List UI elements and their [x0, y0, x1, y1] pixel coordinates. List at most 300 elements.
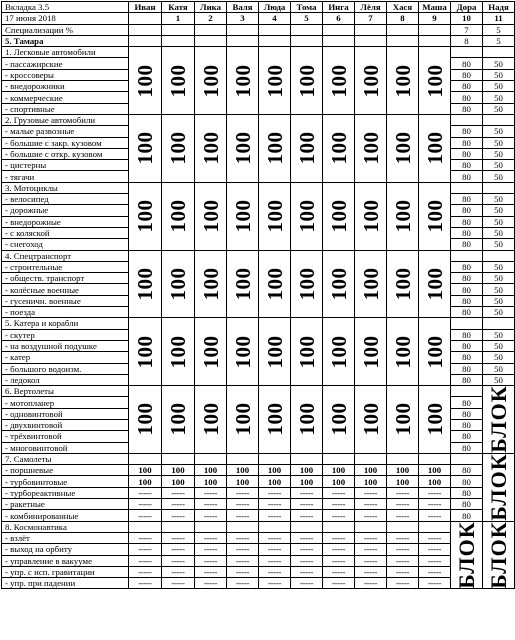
value-cell: 100: [259, 465, 291, 476]
category-title: 3. Мотоциклы: [2, 182, 129, 193]
category-item: - комбинированные: [2, 510, 129, 521]
full-value-cell: [355, 250, 387, 318]
full-value-cell-text: 100: [262, 131, 287, 165]
dora-value: 80: [451, 92, 483, 103]
full-value-cell: [323, 250, 355, 318]
full-value-cell-text: 100: [422, 267, 447, 301]
full-value-cell: [129, 182, 162, 250]
full-value-cell-text: 100: [326, 267, 351, 301]
dash-cell: -----: [195, 555, 227, 566]
category-item: - гусеничн. военные: [2, 295, 129, 306]
dora-value: 80: [451, 273, 483, 284]
full-value-cell: [195, 114, 227, 182]
empty-cell: [451, 182, 483, 193]
full-value-cell-text: 100: [133, 131, 157, 165]
dash-cell: -----: [259, 499, 291, 510]
blok-cell-text: БЛОК: [485, 385, 511, 454]
full-value-cell: [259, 250, 291, 318]
value-cell: 100: [227, 465, 259, 476]
category-title-row: [2, 114, 515, 125]
blok-cell: [451, 521, 483, 589]
nadya-value: 50: [483, 363, 515, 374]
full-value-cell: [387, 182, 419, 250]
full-value-cell: [291, 182, 323, 250]
spec-cell: [355, 24, 387, 35]
full-value-cell-text: 100: [358, 267, 383, 301]
dora-value: 80: [451, 397, 483, 408]
full-value-cell: [162, 182, 195, 250]
category-title: 1. Легковые автомобили: [2, 47, 129, 58]
full-value-cell-text: 100: [294, 267, 319, 301]
spec-cell: [195, 24, 227, 35]
dash-cell: -----: [162, 532, 195, 543]
person-name: Дора: [451, 2, 483, 13]
full-value-cell-text: 100: [166, 267, 190, 301]
full-value-cell-text: 100: [198, 199, 223, 233]
dash-cell: -----: [259, 510, 291, 521]
person-number: [129, 13, 162, 24]
dora-value: 80: [451, 205, 483, 216]
full-value-cell: [323, 318, 355, 386]
value-cell: 100: [419, 476, 451, 487]
full-value-cell-text: 100: [198, 267, 223, 301]
dash-cell: -----: [355, 532, 387, 543]
dash-cell: -----: [355, 578, 387, 589]
dash-cell: -----: [323, 578, 355, 589]
category-item-row: [2, 578, 515, 589]
tamara-cell: [227, 35, 259, 46]
full-value-cell-text: 100: [326, 402, 351, 436]
dash-cell: -----: [129, 532, 162, 543]
value-cell: 100: [162, 476, 195, 487]
person-name: Иван: [129, 2, 162, 13]
person-name: Люда: [259, 2, 291, 13]
category-title-row: [2, 453, 515, 464]
empty-cell: [483, 318, 515, 329]
dora-value: 80: [451, 352, 483, 363]
empty-cell: [483, 114, 515, 125]
dash-cell: -----: [387, 578, 419, 589]
full-value-cell-text: 100: [166, 335, 190, 369]
category-item: - ракетные: [2, 499, 129, 510]
category-title-row: [2, 47, 515, 58]
full-value-cell: [355, 47, 387, 115]
empty-cell: [483, 47, 515, 58]
header-row-numbers: [2, 13, 515, 24]
dash-cell: -----: [259, 544, 291, 555]
category-item: - упр. с исп. гравитации: [2, 566, 129, 577]
nadya-value: 50: [483, 352, 515, 363]
full-value-cell-text: 100: [358, 335, 383, 369]
person-name: Маша: [419, 2, 451, 13]
full-value-cell: [195, 318, 227, 386]
dash-cell: -----: [355, 510, 387, 521]
empty-cell: [323, 521, 355, 532]
dash-cell: -----: [162, 566, 195, 577]
full-value-cell: [419, 182, 451, 250]
full-value-cell-text: 100: [166, 64, 190, 98]
full-value-cell: [227, 47, 259, 115]
full-value-cell: [355, 182, 387, 250]
full-value-cell-text: 100: [262, 402, 287, 436]
category-item: - велосипед: [2, 194, 129, 205]
value-cell: 100: [129, 476, 162, 487]
tamara-cell: 5: [483, 35, 515, 46]
category-item: - управление в вакууме: [2, 555, 129, 566]
category-item: - строительные: [2, 261, 129, 272]
tamara-cell: [291, 35, 323, 46]
full-value-cell: [387, 114, 419, 182]
dash-cell: -----: [387, 555, 419, 566]
category-title: 7. Самолеты: [2, 453, 129, 464]
full-value-cell: [355, 386, 387, 454]
dora-value: 80: [451, 194, 483, 205]
dash-cell: -----: [323, 532, 355, 543]
dora-value: 80: [451, 307, 483, 318]
category-item: - пассажирские: [2, 58, 129, 69]
empty-cell: [162, 453, 195, 464]
dash-cell: -----: [227, 532, 259, 543]
category-item: - обществ. транспорт: [2, 273, 129, 284]
full-value-cell: [162, 114, 195, 182]
spec-cell: [259, 24, 291, 35]
dora-value: 80: [451, 487, 483, 498]
dash-cell: -----: [323, 566, 355, 577]
dash-cell: -----: [129, 499, 162, 510]
dash-cell: -----: [227, 555, 259, 566]
value-cell: 100: [355, 476, 387, 487]
empty-cell: [451, 318, 483, 329]
full-value-cell: [259, 114, 291, 182]
specialization-table: [1, 1, 515, 589]
dash-cell: -----: [129, 487, 162, 498]
dash-cell: -----: [291, 566, 323, 577]
full-value-cell-text: 100: [133, 199, 157, 233]
value-cell: 100: [323, 465, 355, 476]
dash-cell: -----: [227, 544, 259, 555]
dash-cell: -----: [195, 510, 227, 521]
category-item: - большого водоизм.: [2, 363, 129, 374]
full-value-cell-text: 100: [133, 402, 157, 436]
category-item-row: [2, 499, 515, 510]
nadya-value: 50: [483, 92, 515, 103]
full-value-cell-text: 100: [294, 64, 319, 98]
category-title: 8. Космонавтика: [2, 521, 129, 532]
value-cell: 100: [291, 465, 323, 476]
dash-cell: -----: [195, 499, 227, 510]
person-number: 6: [323, 13, 355, 24]
full-value-cell-text: 100: [166, 131, 190, 165]
category-item-row: [2, 465, 515, 476]
empty-cell: [355, 521, 387, 532]
full-value-cell-text: 100: [230, 64, 255, 98]
spec-label: Специализации %: [2, 24, 129, 35]
dash-cell: -----: [162, 499, 195, 510]
person-name: Хася: [387, 2, 419, 13]
full-value-cell: [323, 386, 355, 454]
full-value-cell-text: 100: [294, 402, 319, 436]
full-value-cell: [291, 47, 323, 115]
empty-cell: [451, 386, 483, 397]
dash-cell: -----: [419, 499, 451, 510]
person-number: 7: [355, 13, 387, 24]
full-value-cell-text: 100: [262, 267, 287, 301]
dora-value: 80: [451, 476, 483, 487]
value-cell: 100: [323, 476, 355, 487]
dash-cell: -----: [129, 566, 162, 577]
person-name: Надя: [483, 2, 515, 13]
person-number: 5: [291, 13, 323, 24]
blok-cell-text: БЛОК: [485, 521, 511, 589]
nadya-value: 50: [483, 227, 515, 238]
category-item: - большие с закр. кузовом: [2, 137, 129, 148]
category-item: - дорожные: [2, 205, 129, 216]
dash-cell: -----: [355, 499, 387, 510]
dash-cell: -----: [195, 544, 227, 555]
category-item: - тягачи: [2, 171, 129, 182]
dora-value: 80: [451, 374, 483, 385]
empty-cell: [195, 453, 227, 464]
dora-value: 80: [451, 137, 483, 148]
dash-cell: -----: [355, 555, 387, 566]
blok-cell-text: БЛОК: [485, 453, 511, 521]
value-cell: 100: [291, 476, 323, 487]
dash-cell: -----: [162, 578, 195, 589]
nadya-value: 50: [483, 194, 515, 205]
person-number: 9: [419, 13, 451, 24]
full-value-cell-text: 100: [198, 402, 223, 436]
nadya-value: 50: [483, 261, 515, 272]
blok-cell: [483, 521, 515, 589]
category-item: - одновинтовой: [2, 408, 129, 419]
dash-cell: -----: [387, 532, 419, 543]
full-value-cell-text: 100: [422, 199, 447, 233]
dora-value: 80: [451, 148, 483, 159]
dash-cell: -----: [291, 578, 323, 589]
value-cell: 100: [259, 476, 291, 487]
value-cell: 100: [195, 476, 227, 487]
nadya-value: 50: [483, 216, 515, 227]
dash-cell: -----: [291, 510, 323, 521]
category-item: - мотопланер: [2, 397, 129, 408]
dora-value: 80: [451, 227, 483, 238]
nadya-value: 50: [483, 239, 515, 250]
dash-cell: -----: [387, 510, 419, 521]
full-value-cell: [419, 114, 451, 182]
empty-cell: [451, 250, 483, 261]
empty-cell: [451, 47, 483, 58]
dash-cell: -----: [387, 544, 419, 555]
full-value-cell-text: 100: [422, 402, 447, 436]
full-value-cell: [227, 250, 259, 318]
dash-cell: -----: [419, 566, 451, 577]
full-value-cell-text: 100: [294, 199, 319, 233]
spec-cell: [387, 24, 419, 35]
nadya-value: 50: [483, 137, 515, 148]
tamara-cell: [129, 35, 162, 46]
empty-cell: [355, 453, 387, 464]
full-value-cell: [129, 250, 162, 318]
tamara-cell: [387, 35, 419, 46]
dash-cell: -----: [227, 566, 259, 577]
full-value-cell: [259, 47, 291, 115]
dora-value: 80: [451, 69, 483, 80]
person-name: Лика: [195, 2, 227, 13]
person-number: 4: [259, 13, 291, 24]
person-number: 1: [162, 13, 195, 24]
person-number: 11: [483, 13, 515, 24]
full-value-cell-text: 100: [390, 402, 415, 436]
full-value-cell: [259, 386, 291, 454]
empty-cell: [162, 521, 195, 532]
tamara-cell: 8: [451, 35, 483, 46]
full-value-cell-text: 100: [166, 402, 190, 436]
value-cell: 100: [355, 465, 387, 476]
empty-cell: [483, 250, 515, 261]
category-title-row: [2, 386, 515, 397]
category-item: - взлёт: [2, 532, 129, 543]
dash-cell: -----: [419, 544, 451, 555]
category-item: - поршневые: [2, 465, 129, 476]
full-value-cell-text: 100: [390, 199, 415, 233]
dash-cell: -----: [355, 544, 387, 555]
dash-cell: -----: [419, 532, 451, 543]
dash-cell: -----: [323, 544, 355, 555]
category-item: - многовинтовой: [2, 442, 129, 453]
spec-cell: [419, 24, 451, 35]
dora-value: 80: [451, 261, 483, 272]
full-value-cell-text: 100: [390, 131, 415, 165]
tab-label: Вкладка 3.5: [2, 2, 129, 13]
person-number: 2: [195, 13, 227, 24]
dash-cell: -----: [323, 487, 355, 498]
spec-row: [2, 24, 515, 35]
category-item: - катер: [2, 352, 129, 363]
blok-cell: [483, 453, 515, 521]
category-item-row: [2, 544, 515, 555]
full-value-cell-text: 100: [358, 199, 383, 233]
dora-value: 80: [451, 216, 483, 227]
nadya-value: 50: [483, 171, 515, 182]
dash-cell: -----: [162, 555, 195, 566]
full-value-cell-text: 100: [358, 402, 383, 436]
category-item: - трёхвинтовой: [2, 431, 129, 442]
dash-cell: -----: [291, 555, 323, 566]
full-value-cell-text: 100: [390, 267, 415, 301]
person-number: 8: [387, 13, 419, 24]
dash-cell: -----: [291, 544, 323, 555]
spec-cell: [227, 24, 259, 35]
value-cell: 100: [387, 465, 419, 476]
date-label: 17 июня 2018: [2, 13, 129, 24]
full-value-cell-text: 100: [358, 131, 383, 165]
dash-cell: -----: [323, 510, 355, 521]
person-name: Валя: [227, 2, 259, 13]
nadya-value: 50: [483, 58, 515, 69]
value-cell: 100: [387, 476, 419, 487]
dash-cell: -----: [195, 532, 227, 543]
full-value-cell: [129, 318, 162, 386]
category-item-row: [2, 555, 515, 566]
dora-value: 80: [451, 510, 483, 521]
dora-value: 80: [451, 431, 483, 442]
full-value-cell: [419, 47, 451, 115]
tamara-cell: [259, 35, 291, 46]
blok-cell: [483, 386, 515, 454]
category-item: - спортивные: [2, 103, 129, 114]
full-value-cell: [291, 114, 323, 182]
empty-cell: [259, 453, 291, 464]
category-item: - на воздушной подушке: [2, 340, 129, 351]
dash-cell: -----: [259, 532, 291, 543]
dash-cell: -----: [227, 578, 259, 589]
full-value-cell-text: 100: [422, 335, 447, 369]
category-title-row: [2, 250, 515, 261]
full-value-cell-text: 100: [326, 199, 351, 233]
nadya-value: 50: [483, 148, 515, 159]
dora-value: 80: [451, 408, 483, 419]
full-value-cell-text: 100: [422, 64, 447, 98]
dash-cell: -----: [419, 578, 451, 589]
category-item: - ледокол: [2, 374, 129, 385]
nadya-value: 50: [483, 69, 515, 80]
dash-cell: -----: [195, 487, 227, 498]
category-item: - внедорожные: [2, 216, 129, 227]
dash-cell: -----: [129, 555, 162, 566]
category-item: - поезда: [2, 307, 129, 318]
nadya-value: 50: [483, 126, 515, 137]
full-value-cell: [355, 318, 387, 386]
category-title: 4. Спецтранспорт: [2, 250, 129, 261]
dash-cell: -----: [195, 578, 227, 589]
tamara-label: 5. Тамара: [2, 35, 129, 46]
full-value-cell: [227, 386, 259, 454]
spec-cell: 7: [451, 24, 483, 35]
spec-cell: [291, 24, 323, 35]
full-value-cell-text: 100: [133, 267, 157, 301]
dash-cell: -----: [291, 532, 323, 543]
dash-cell: -----: [323, 499, 355, 510]
person-name: Инга: [323, 2, 355, 13]
full-value-cell-text: 100: [230, 267, 255, 301]
category-item: - малые развозные: [2, 126, 129, 137]
empty-cell: [419, 453, 451, 464]
category-item: - выход на орбиту: [2, 544, 129, 555]
category-item-row: [2, 566, 515, 577]
category-item-row: [2, 476, 515, 487]
spec-cell: 5: [483, 24, 515, 35]
category-item: - колёсные военные: [2, 284, 129, 295]
full-value-cell: [195, 386, 227, 454]
dash-cell: -----: [227, 487, 259, 498]
full-value-cell-text: 100: [262, 335, 287, 369]
full-value-cell: [323, 114, 355, 182]
category-title: 6. Вертолеты: [2, 386, 129, 397]
dash-cell: -----: [259, 555, 291, 566]
full-value-cell-text: 100: [133, 335, 157, 369]
dora-value: 80: [451, 340, 483, 351]
full-value-cell: [129, 386, 162, 454]
tamara-row: [2, 35, 515, 46]
header-row-names: [2, 2, 515, 13]
full-value-cell-text: 100: [422, 131, 447, 165]
full-value-cell-text: 100: [326, 64, 351, 98]
nadya-value: 50: [483, 329, 515, 340]
full-value-cell: [129, 47, 162, 115]
category-item: - большие с откр. кузовом: [2, 148, 129, 159]
value-cell: 100: [419, 465, 451, 476]
full-value-cell: [227, 114, 259, 182]
